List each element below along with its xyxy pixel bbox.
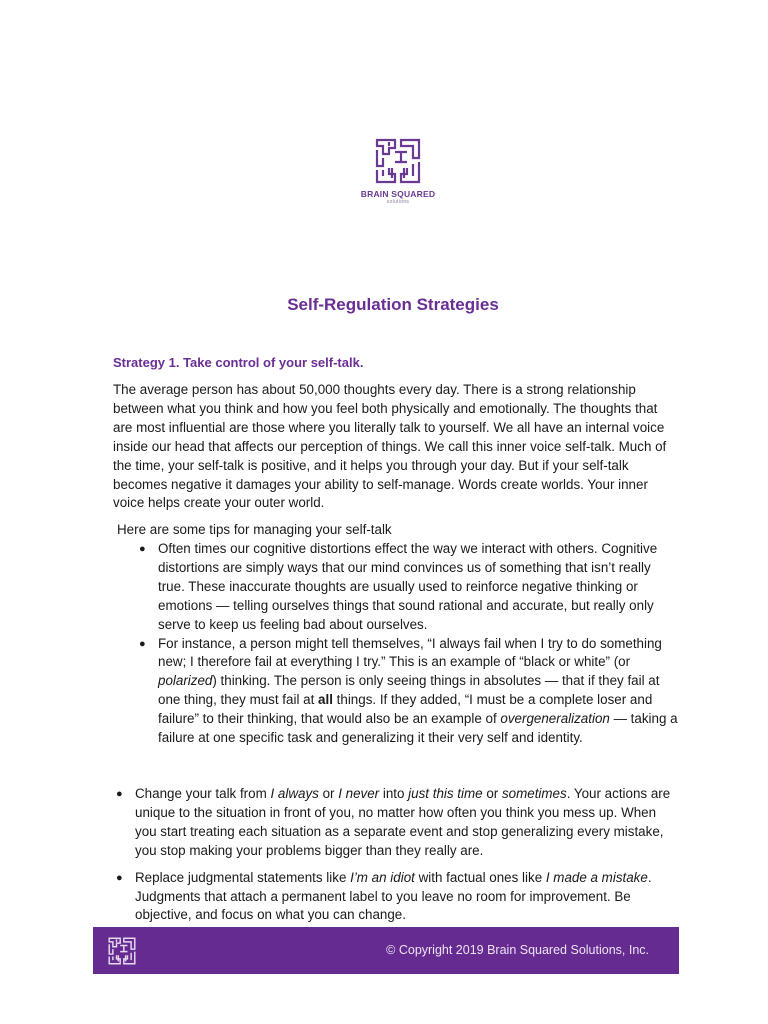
page-title: Self-Regulation Strategies [287,295,499,314]
list-item-text: Often times our cognitive distortions effect the way we interact with others. Cognitive distortions are simply ways that our mind convinces us of something that isn’t really true. These inaccurate thoughts are usually used to reinforce negative thinking or emotions — telling ourselves things that sound rational and accurate, but really only serve to keep us feeling bad about ourselves. [158,541,658,632]
emphasis: I made a mistake [545,869,648,885]
list-item [139,635,678,748]
emphasis: I’m an idiot [350,869,415,885]
bullet-icon: ● [139,637,146,650]
logo-title: BRAIN SQUARED [360,189,436,199]
list-item [116,785,680,861]
maze-brain-logo-icon [375,138,421,184]
bullet-icon: ● [139,543,146,555]
list-item-text: Replace judgmental statements like I’m an idiot with factual ones like I made a mistake. Judgments that attach a permanent label to you leave no room for improvement. Be objective, and focus on what you can change. [135,869,652,923]
emphasis: just this time [408,786,483,801]
brand-logo [353,138,443,205]
bullet-icon: ● [116,788,123,800]
logo-subtitle: solutions [386,199,410,205]
list-item-text: For instance, a person might tell themselves, “I always fail when I try to do something new; I therefore fail at everything I try.” This is an example of “black or white” (or polarized) thinking. The person is only seeing things in absolutes — that if they fail at one thing, they must fail at all things. If they added, “I must be a complete loser and failure” to their thinking, that would also be an example of overgeneralization — taking a failure at one specific task and generalizing it their very self and identity. [158,635,678,746]
outer-tip-list [116,785,680,933]
emphasis: sometimes [501,786,567,801]
strategy-heading: Strategy 1. Take control of your self-talk. [113,355,364,370]
emphasis: I never [338,786,380,801]
list-item [139,540,678,635]
list-item [116,869,680,926]
copyright-text: © Copyright 2019 Brain Squared Solutions, Inc. [386,943,649,957]
list-item-text: Change your talk from I always or I never into just this time or sometimes. Your actions are unique to the situation in front of you, no matter how often you think you mess up. When you start treating each situation as a separate event and stop generalizing every mistake, you stop making your problems bigger than they really are. [135,786,671,858]
footer-bar [93,927,679,974]
intro-paragraph: The average person has about 50,000 thoughts every day. There is a strong relationship between what you think and how you feel both physically and emotionally. The thoughts that are most influential are those where you literally talk to yourself. We all have an internal voice inside our head that affects our perception of things. We call this inner voice self-talk. Much of the time, your self-talk is positive, and it helps you through your day. But if your self-talk becomes negative it damages your ability to self-manage. Words create worlds. Your inner voice helps create your outer world. [113,382,667,511]
emphasis: I always [270,786,319,801]
strong-emphasis: all [318,692,333,708]
tips-intro: Here are some tips for managing your self-talk [117,522,392,537]
bullet-icon: ● [116,871,123,884]
maze-brain-logo-icon [108,937,136,965]
inner-tip-list [139,540,678,748]
emphasis: overgeneralization [500,711,610,727]
emphasis: polarized [158,673,213,689]
